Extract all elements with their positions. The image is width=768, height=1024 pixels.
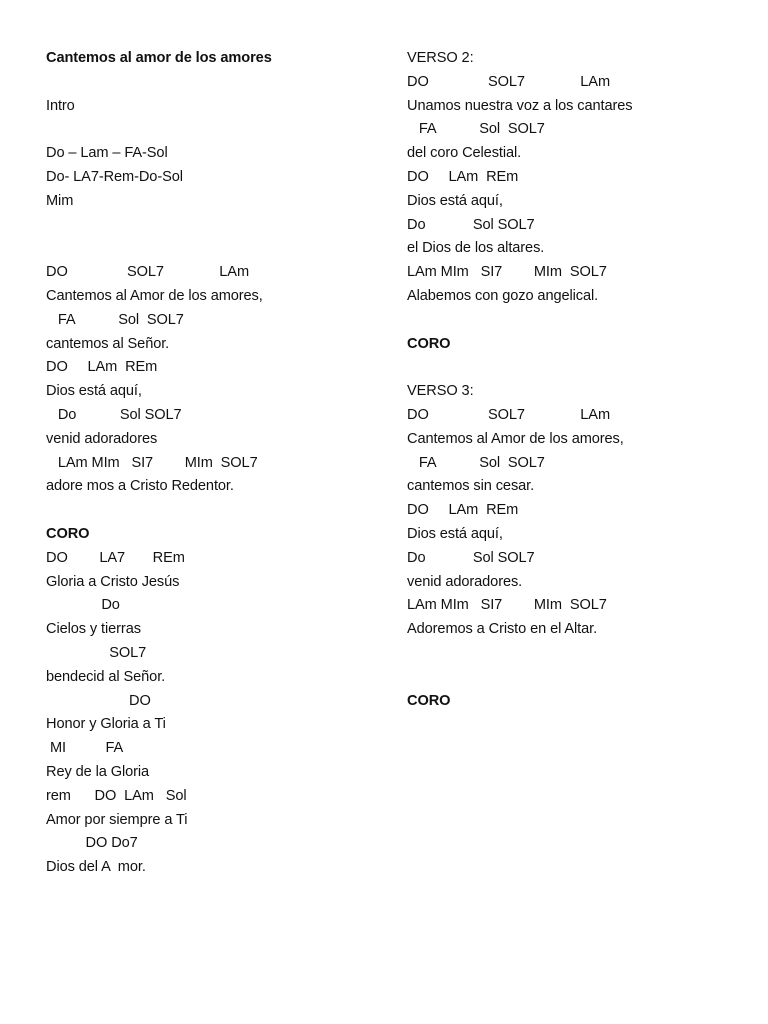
left-column [46,47,376,880]
lyric-line: Mim [46,192,74,209]
blank-line [407,356,737,380]
lyric-line: Rey de la Gloria [46,763,150,780]
lyric-line: SOL7 [46,644,147,661]
blank-line [407,666,737,690]
lyric-line: adore mos a Cristo Redentor. [46,478,234,495]
lyric-line: DO SOL7 LAm [407,73,610,90]
lyric-line: DO LAm REm [46,359,158,376]
lyric-line: rem DO LAm Sol [46,787,187,804]
lyric-line: del coro Celestial. [407,145,522,162]
lyric-line: DO SOL7 LAm [46,264,249,281]
lyric-line: DO LAm REm [407,502,519,519]
lyric-line: VERSO 3: [407,383,474,400]
lyric-line: bendecid al Señor. [46,668,166,685]
lyric-line: Do Sol SOL7 [46,406,182,423]
lyric-line: DO [46,692,151,709]
lyric-line: Do Sol SOL7 [407,216,535,233]
lyric-line: DO Do7 [46,835,138,852]
lyric-line: LAm MIm SI7 MIm SOL7 [407,264,607,281]
lyric-line: Do [46,597,120,614]
lyric-line: venid adoradores. [407,573,523,590]
lyric-line: FA Sol SOL7 [407,454,545,471]
lyric-line: Honor y Gloria a Ti [46,716,166,733]
blank-line [46,499,376,523]
lyric-line: el Dios de los altares. [407,240,545,257]
lyric-line: Do – Lam – FA-Sol [46,145,168,162]
lyric-line: cantemos sin cesar. [407,478,535,495]
lyric-line: Dios del A mor. [46,859,146,876]
lyric-line: Cielos y tierras [46,621,141,638]
lyric-line: FA Sol SOL7 [407,121,545,138]
blank-line [46,237,376,261]
section-heading: CORO [407,335,451,352]
blank-line [46,118,376,142]
right-column [407,47,737,713]
lyric-line: LAm MIm SI7 MIm SOL7 [46,454,258,471]
lyric-line: FA Sol SOL7 [46,311,184,328]
lyric-line: Unamos nuestra voz a los cantares [407,97,633,114]
lyric-line: LAm MIm SI7 MIm SOL7 [407,597,607,614]
section-heading: Cantemos al amor de los amores [46,50,272,66]
lyric-line: Dios está aquí, [407,525,503,542]
blank-line [407,309,737,333]
lyric-line: Cantemos al Amor de los amores, [407,430,624,447]
section-heading: CORO [407,692,451,709]
lyric-line: Intro [46,97,75,114]
lyric-line: Amor por siempre a Ti [46,811,188,828]
blank-line [46,214,376,238]
section-heading: CORO [46,525,90,542]
blank-line [46,71,376,95]
lyric-line: DO SOL7 LAm [407,406,610,423]
lyric-line: DO LAm REm [407,168,519,185]
lyric-line: cantemos al Señor. [46,335,170,352]
lyric-line: DO LA7 REm [46,549,185,566]
lyric-line: Adoremos a Cristo en el Altar. [407,621,598,638]
lyric-line: Gloria a Cristo Jesús [46,573,180,590]
lyric-line: VERSO 2: [407,50,474,66]
lyric-line: Alabemos con gozo angelical. [407,287,599,304]
lyric-line: MI FA [46,740,124,757]
lyric-line: Dios está aquí, [407,192,503,209]
blank-line [407,642,737,666]
lyric-line: Do Sol SOL7 [407,549,535,566]
lyric-line: Do- LA7-Rem-Do-Sol [46,168,183,185]
lyric-line: venid adoradores [46,430,158,447]
lyric-line: Cantemos al Amor de los amores, [46,287,263,304]
lyric-line: Dios está aquí, [46,383,142,400]
